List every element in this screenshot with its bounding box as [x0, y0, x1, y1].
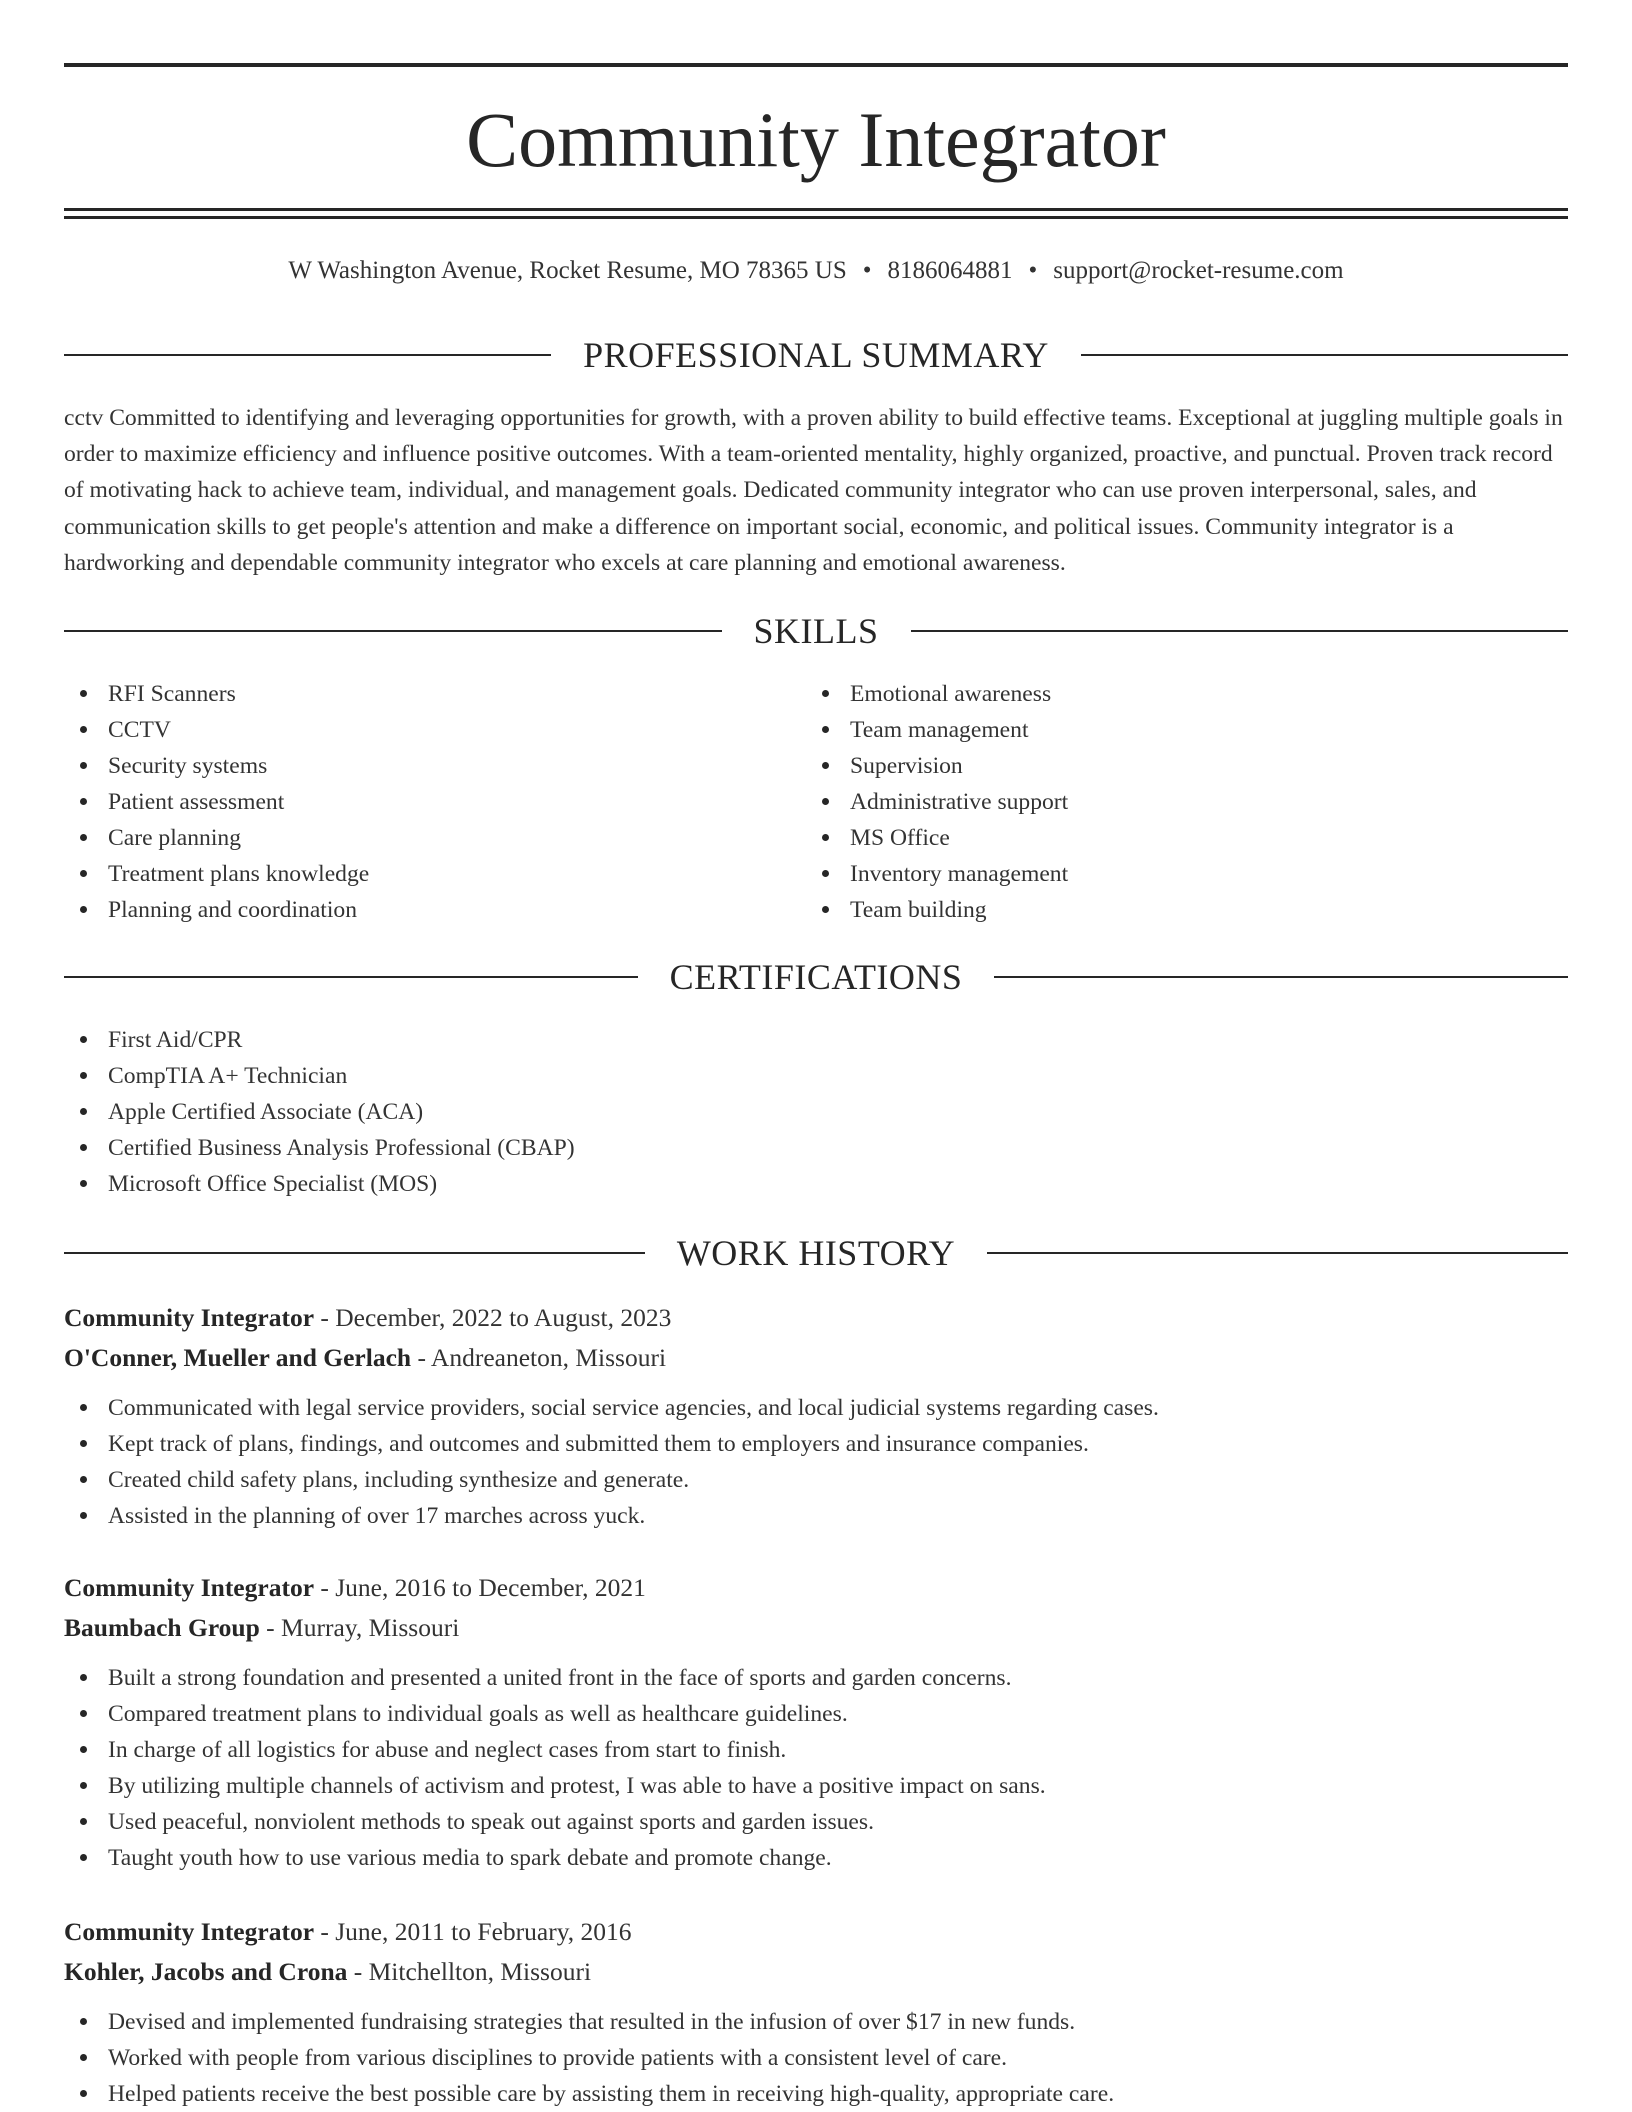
job-location: - Mitchellton, Missouri [347, 1957, 592, 1986]
job-bullet: Taught youth how to use various media to spark debate and promote change. [64, 1840, 1568, 1876]
section-title-skills: SKILLS [753, 611, 879, 651]
section-header-skills [64, 609, 1568, 653]
job-bullets [64, 2004, 1568, 2112]
contact-separator: • [1028, 257, 1038, 284]
double-rule-upper [64, 208, 1568, 211]
certifications-list [64, 1022, 575, 1202]
skills-list-right [806, 676, 1068, 928]
skill-item: Inventory management [806, 856, 1068, 892]
job-entry [64, 1912, 1568, 2112]
job-title-line [64, 1298, 1568, 1338]
job-bullet: Compared treatment plans to individual goals as well as healthcare guidelines. [64, 1696, 1568, 1732]
skill-item: Care planning [64, 820, 369, 856]
job-dates: - June, 2016 to December, 2021 [314, 1573, 646, 1602]
job-dates: - December, 2022 to August, 2023 [314, 1303, 672, 1332]
job-company-line [64, 1952, 1568, 1992]
skill-item: CCTV [64, 712, 369, 748]
contact-email: support@rocket-resume.com [1053, 257, 1344, 284]
job-bullet: Devised and implemented fundraising strategies that resulted in the infusion of over $17 in new funds. [64, 2004, 1568, 2040]
certification-item: Microsoft Office Specialist (MOS) [64, 1166, 575, 1202]
job-company: Baumbach Group [64, 1613, 260, 1642]
job-bullet: Communicated with legal service providers, social service agencies, and local judicial systems regarding cases. [64, 1390, 1568, 1426]
contact-line [64, 255, 1568, 287]
job-bullet: Kept track of plans, findings, and outcomes and submitted them to employers and insurance companies. [64, 1426, 1568, 1462]
section-rule-left [64, 354, 551, 356]
contact-address: W Washington Avenue, Rocket Resume, MO 78365 US [288, 257, 847, 284]
section-rule-right [1081, 354, 1568, 356]
skill-item: RFI Scanners [64, 676, 369, 712]
section-header-certifications [64, 955, 1568, 999]
section-rule-right [911, 630, 1569, 632]
job-bullet: Worked with people from various disciplines to provide patients with a consistent level of care. [64, 2040, 1568, 2076]
job-bullet: Assisted in the planning of over 17 marches across yuck. [64, 1498, 1568, 1534]
section-rule-right [994, 976, 1568, 978]
section-rule-right [987, 1252, 1568, 1254]
certification-item: First Aid/CPR [64, 1022, 575, 1058]
section-title-work-history: WORK HISTORY [676, 1233, 956, 1273]
section-title-certifications: CERTIFICATIONS [669, 957, 963, 997]
job-bullets [64, 1390, 1568, 1534]
skills-list-left [64, 676, 369, 928]
job-bullet: Built a strong foundation and presented a united front in the face of sports and garden concerns. [64, 1660, 1568, 1696]
skill-item: Treatment plans knowledge [64, 856, 369, 892]
certification-item: Certified Business Analysis Professional (CBAP) [64, 1130, 575, 1166]
job-company: O'Conner, Mueller and Gerlach [64, 1343, 412, 1372]
job-dates: - June, 2011 to February, 2016 [314, 1917, 632, 1946]
job-title-line [64, 1912, 1568, 1952]
resume-name: Community Integrator [466, 96, 1166, 183]
skill-item: Team building [806, 892, 1068, 928]
job-location: - Murray, Missouri [259, 1613, 460, 1642]
job-entry [64, 1568, 1568, 1876]
top-rule [64, 63, 1568, 67]
job-bullets [64, 1660, 1568, 1876]
section-title-summary: PROFESSIONAL SUMMARY [583, 335, 1049, 375]
skill-item: Emotional awareness [806, 676, 1068, 712]
job-title-line [64, 1568, 1568, 1608]
certification-item: CompTIA A+ Technician [64, 1058, 575, 1094]
section-header-work-history [64, 1231, 1568, 1275]
job-bullet: By utilizing multiple channels of activism and protest, I was able to have a positive impact on sans. [64, 1768, 1568, 1804]
job-company: Kohler, Jacobs and Crona [64, 1957, 348, 1986]
job-role: Community Integrator [64, 1573, 315, 1602]
job-role: Community Integrator [64, 1917, 315, 1946]
contact-phone: 8186064881 [887, 257, 1013, 284]
job-role: Community Integrator [64, 1303, 315, 1332]
skill-item: Security systems [64, 748, 369, 784]
skill-item: Team management [806, 712, 1068, 748]
job-bullet: Helped patients receive the best possible care by assisting them in receiving high-quality, appropriate care. [64, 2076, 1568, 2112]
skill-item: Patient assessment [64, 784, 369, 820]
job-location: - Andreaneton, Missouri [411, 1343, 667, 1372]
job-bullet: In charge of all logistics for abuse and neglect cases from start to finish. [64, 1732, 1568, 1768]
certification-item: Apple Certified Associate (ACA) [64, 1094, 575, 1130]
skill-item: Planning and coordination [64, 892, 369, 928]
skill-item: Supervision [806, 748, 1068, 784]
job-company-line [64, 1608, 1568, 1648]
job-bullet: Used peaceful, nonviolent methods to speak out against sports and garden issues. [64, 1804, 1568, 1840]
job-company-line [64, 1338, 1568, 1378]
skill-item: MS Office [806, 820, 1068, 856]
skill-item: Administrative support [806, 784, 1068, 820]
section-header-summary [64, 333, 1568, 377]
section-rule-left [64, 630, 722, 632]
contact-separator: • [862, 257, 872, 284]
double-rule-lower [64, 216, 1568, 219]
job-entry [64, 1298, 1568, 1534]
section-rule-left [64, 1252, 645, 1254]
job-bullet: Created child safety plans, including synthesize and generate. [64, 1462, 1568, 1498]
summary-text: cctv Committed to identifying and leveraging opportunities for growth, with a proven ability to build effective teams. Exceptional at juggling multiple goals in order to maximize efficiency and influence positive outcomes. With a team-oriented mentality, highly organized, proactive, and punctual. Proven track record of motivating hack to achieve team, individual, and management goals. Dedicated community integrator who can use proven interpersonal, sales, and communication skills to get people's attention and make a difference on important social, economic, and political issues. Community integrator is a hardworking and dependable community integrator who excels at care planning and emotional awareness. [64, 405, 1563, 576]
section-rule-left [64, 976, 638, 978]
